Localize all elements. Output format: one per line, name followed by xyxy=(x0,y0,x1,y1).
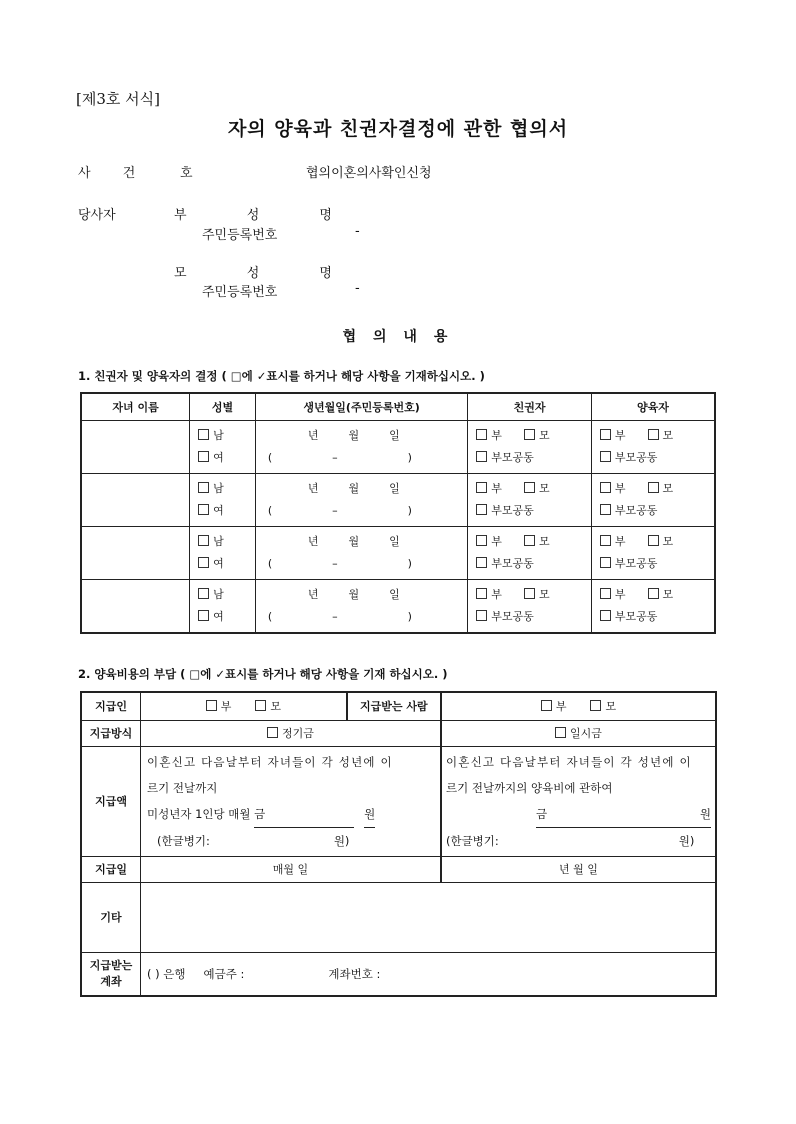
birth-ymd: 년 월 일 xyxy=(307,588,400,601)
checkbox-icon[interactable] xyxy=(476,482,487,493)
checkbox-icon[interactable] xyxy=(198,482,209,493)
caregiver-parent-options: 부 모 xyxy=(592,478,714,500)
mother-name-label: 모 성 명 xyxy=(174,266,360,281)
checkbox-icon[interactable] xyxy=(648,535,659,546)
checkbox-icon[interactable] xyxy=(600,557,611,568)
caregiver-joint-option[interactable]: 부모공동 xyxy=(592,447,714,469)
recipient-label: 지급받는 사람 xyxy=(347,692,441,720)
header-child-name: 자녀 이름 xyxy=(81,393,190,421)
checkbox-icon[interactable] xyxy=(524,482,535,493)
birth-id: ( – ) xyxy=(267,451,412,464)
birthdate-cell[interactable] xyxy=(255,421,467,474)
payer-label: 지급인 xyxy=(81,692,141,720)
form-number: [제3호 서식] xyxy=(76,90,160,108)
checkbox-icon[interactable] xyxy=(476,535,487,546)
mother-id-dash: - xyxy=(355,281,360,296)
checkbox-icon[interactable] xyxy=(600,610,611,621)
other-label: 기타 xyxy=(81,882,141,952)
father-name-label: 부 성 명 xyxy=(174,208,360,223)
periodic-amount-cell[interactable] xyxy=(141,746,441,856)
custodian-parent-options: 부 모 xyxy=(468,584,591,606)
checkbox-icon[interactable] xyxy=(476,504,487,515)
child-name-cell[interactable] xyxy=(81,474,190,527)
caregiver-cell xyxy=(591,474,715,527)
amount-label: 지급액 xyxy=(81,746,141,856)
lump-desc-2: 르기 전날까지의 양육비에 관하여 xyxy=(445,780,613,795)
checkbox-icon[interactable] xyxy=(255,700,266,711)
checkbox-icon[interactable] xyxy=(198,535,209,546)
custody-table xyxy=(80,392,716,634)
gender-male-option[interactable]: 남 xyxy=(190,425,255,447)
account-label: 지급받는 계좌 xyxy=(81,952,141,996)
birth-ymd: 년 월 일 xyxy=(307,535,400,548)
birth-ymd: 년 월 일 xyxy=(307,482,400,495)
checkbox-icon[interactable] xyxy=(590,700,601,711)
periodic-desc-1: 이혼신고 다음날부터 자녀들이 각 성년에 이 xyxy=(147,754,393,769)
method-label: 지급방식 xyxy=(81,720,141,746)
party-label: 당사자 xyxy=(78,208,116,223)
method-periodic[interactable]: 정기금 xyxy=(141,720,441,746)
checkbox-icon[interactable] xyxy=(600,451,611,462)
checkbox-icon[interactable] xyxy=(524,429,535,440)
birth-id: ( – ) xyxy=(267,610,412,623)
case-ho: 호 xyxy=(180,166,193,181)
child-name-cell[interactable] xyxy=(81,580,190,634)
section-title: 협 의 내 용 xyxy=(342,329,454,345)
checkbox-icon[interactable] xyxy=(600,504,611,515)
page-title: 자의 양육과 친권자결정에 관한 협의서 xyxy=(227,118,569,140)
child-name-cell[interactable] xyxy=(81,527,190,580)
custodian-joint-option[interactable]: 부모공동 xyxy=(468,500,591,522)
checkbox-icon[interactable] xyxy=(198,588,209,599)
checkbox-icon[interactable] xyxy=(198,451,209,462)
checkbox-icon[interactable] xyxy=(206,700,217,711)
periodic-amount-line: 미성년자 1인당 매월 금 원 xyxy=(147,801,436,828)
gender-cell xyxy=(190,421,256,474)
father-id-label: 주민등록번호 xyxy=(202,228,278,243)
checkbox-icon[interactable] xyxy=(524,535,535,546)
checkbox-icon[interactable] xyxy=(648,482,659,493)
custodian-parent-options: 부 모 xyxy=(468,478,591,500)
custodian-cell xyxy=(468,527,592,580)
gender-female-option[interactable]: 여 xyxy=(190,553,255,575)
holder-field[interactable]: 예금주 : xyxy=(203,966,245,981)
gender-cell xyxy=(190,527,256,580)
geum-field[interactable]: 금 xyxy=(254,801,354,828)
table-row xyxy=(81,421,715,474)
checkbox-icon[interactable] xyxy=(198,504,209,515)
payer-row xyxy=(81,692,716,720)
table-row xyxy=(81,580,715,634)
table-row xyxy=(81,474,715,527)
bank-field[interactable]: ( ) 은행 xyxy=(147,966,186,981)
account-field[interactable] xyxy=(141,952,716,996)
checkbox-icon[interactable] xyxy=(600,482,611,493)
checkbox-icon[interactable] xyxy=(267,727,278,738)
other-row xyxy=(81,882,716,952)
caregiver-parent-options: 부 모 xyxy=(592,531,714,553)
checkbox-icon[interactable] xyxy=(541,700,552,711)
lump-desc-1: 이혼신고 다음날부터 자녀들이 각 성년에 이 xyxy=(445,754,692,769)
custodian-cell xyxy=(468,421,592,474)
payer-options: 부 모 xyxy=(141,692,347,720)
mother-id-label: 주민등록번호 xyxy=(202,285,278,300)
caregiver-joint-option[interactable]: 부모공동 xyxy=(592,606,714,628)
caregiver-cell xyxy=(591,421,715,474)
father-id-dash: - xyxy=(355,224,360,239)
custodian-joint-option[interactable]: 부모공동 xyxy=(468,553,591,575)
header-custodian: 친권자 xyxy=(468,393,592,421)
birth-ymd: 년 월 일 xyxy=(307,429,400,442)
date-label: 지급일 xyxy=(81,856,141,882)
case-type: 협의이혼의사확인신청 xyxy=(306,166,432,181)
checkbox-icon[interactable] xyxy=(198,610,209,621)
other-field[interactable] xyxy=(141,882,716,952)
custodian-cell xyxy=(468,474,592,527)
gender-female-option[interactable]: 여 xyxy=(190,447,255,469)
checkbox-icon[interactable] xyxy=(476,451,487,462)
lump-amount-line xyxy=(446,801,711,828)
method-row xyxy=(81,720,716,746)
date-row xyxy=(81,856,716,882)
checkbox-icon[interactable] xyxy=(600,429,611,440)
checkbox-icon[interactable] xyxy=(476,610,487,621)
checkbox-icon[interactable] xyxy=(600,535,611,546)
caregiver-joint-option[interactable]: 부모공동 xyxy=(592,553,714,575)
lump-amount-cell[interactable] xyxy=(441,746,716,856)
custodian-joint-option[interactable]: 부모공동 xyxy=(468,447,591,469)
section1-heading: 1. 친권자 및 양육자의 결정 ( □에 ✓표시를 하거나 해당 사항을 기재하십시오. ) xyxy=(78,369,485,383)
caregiver-parent-options: 부 모 xyxy=(592,584,714,606)
lump-date[interactable]: 년 월 일 xyxy=(441,856,716,882)
checkbox-icon[interactable] xyxy=(524,588,535,599)
support-table xyxy=(80,691,717,997)
recipient-options: 부 모 xyxy=(441,692,716,720)
custodian-joint-option[interactable]: 부모공동 xyxy=(468,606,591,628)
gender-male-option[interactable]: 남 xyxy=(190,584,255,606)
won-field: 원 xyxy=(364,801,375,828)
caregiver-joint-option[interactable]: 부모공동 xyxy=(592,500,714,522)
birthdate-cell[interactable] xyxy=(255,527,467,580)
gender-female-option[interactable]: 여 xyxy=(190,500,255,522)
child-name-cell[interactable] xyxy=(81,421,190,474)
header-gender: 성별 xyxy=(190,393,256,421)
checkbox-icon[interactable] xyxy=(198,429,209,440)
section2-heading: 2. 양육비용의 부담 ( □에 ✓표시를 하거나 해당 사항을 기재 하십시오. ) xyxy=(78,667,448,681)
birth-id: ( – ) xyxy=(267,504,412,517)
caregiver-parent-options: 부 모 xyxy=(592,425,714,447)
account-number-field[interactable]: 계좌번호 : xyxy=(328,966,381,981)
checkbox-icon[interactable] xyxy=(476,588,487,599)
checkbox-icon[interactable] xyxy=(476,557,487,568)
gender-cell xyxy=(190,580,256,634)
gender-cell xyxy=(190,474,256,527)
method-lump-sum[interactable]: 일시금 xyxy=(441,720,716,746)
case-label: 사 건 xyxy=(78,166,150,181)
gender-female-option[interactable]: 여 xyxy=(190,606,255,628)
checkbox-icon[interactable] xyxy=(476,429,487,440)
caregiver-cell xyxy=(591,580,715,634)
birth-id: ( – ) xyxy=(267,557,412,570)
birthdate-cell[interactable] xyxy=(255,474,467,527)
lump-hangul-line: (한글병기: 원) xyxy=(445,833,695,848)
periodic-date[interactable]: 매월 일 xyxy=(141,856,441,882)
amount-row xyxy=(81,746,716,856)
account-row xyxy=(81,952,716,996)
lump-geum-field[interactable]: 금 원 xyxy=(536,801,711,828)
checkbox-icon[interactable] xyxy=(555,727,566,738)
gender-male-option[interactable]: 남 xyxy=(190,478,255,500)
caregiver-cell xyxy=(591,527,715,580)
checkbox-icon[interactable] xyxy=(600,588,611,599)
periodic-desc-2: 르기 전날까지 xyxy=(147,780,218,795)
custody-header-row xyxy=(81,393,715,421)
checkbox-icon[interactable] xyxy=(648,429,659,440)
custodian-cell xyxy=(468,580,592,634)
checkbox-icon[interactable] xyxy=(198,557,209,568)
checkbox-icon[interactable] xyxy=(648,588,659,599)
header-caregiver: 양육자 xyxy=(591,393,715,421)
custodian-parent-options: 부 모 xyxy=(468,531,591,553)
header-birthdate: 생년월일(주민등록번호) xyxy=(255,393,467,421)
gender-male-option[interactable]: 남 xyxy=(190,531,255,553)
custodian-parent-options: 부 모 xyxy=(468,425,591,447)
birthdate-cell[interactable] xyxy=(255,580,467,634)
table-row xyxy=(81,527,715,580)
periodic-hangul-line: (한글병기: 원) xyxy=(157,833,350,848)
